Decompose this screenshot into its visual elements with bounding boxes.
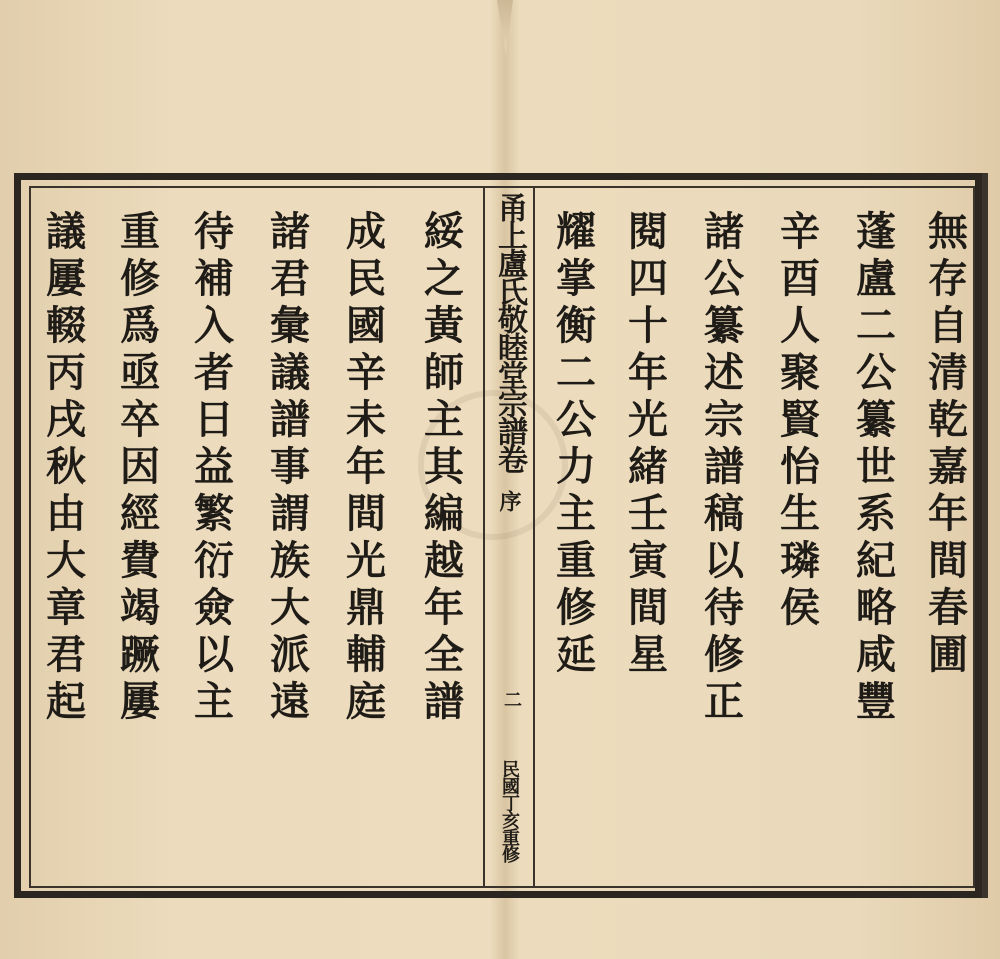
binding-fold [497,0,513,55]
text-column: 綏 之 黃 師 主 其 編 越 年 全 譜 [424,208,464,725]
right-border-edge [982,173,988,898]
text-column: 待 補 入 者 日 益 繁 衍 僉 以 主 [194,208,234,725]
text-column: 諸 君 彙 議 譜 事 謂 族 大 派 遠 [270,208,310,725]
section-label: 序 [496,490,522,512]
text-column: 閱 四 十 年 光 緒 壬 寅 間 星 [628,208,668,678]
text-column: 諸 公 纂 述 宗 譜 稿 以 待 修 正 [704,208,744,725]
text-column: 辛 酉 人 聚 賢 怡 生 璘 侯 [780,208,820,631]
text-column: 蓬 盧 二 公 纂 世 系 紀 略 咸 豐 [856,208,896,725]
book-title: 甬上盧氏敬睦堂宗譜卷 [492,192,527,472]
page-number: 二 [501,690,522,708]
text-column: 重 修 爲 亟 卒 因 經 費 竭 蹶 屢 [120,208,160,725]
edition-note: 民國丁亥重修 [499,760,520,862]
text-column: 議 屢 輟 丙 戌 秋 由 大 章 君 起 [46,208,86,725]
text-column: 耀 掌 衡 二 公 力 主 重 修 延 [556,208,596,678]
text-column: 無 存 自 清 乾 嘉 年 間 春 圃 [928,208,968,678]
text-column: 成 民 國 辛 未 年 間 光 鼎 輔 庭 [346,208,386,725]
